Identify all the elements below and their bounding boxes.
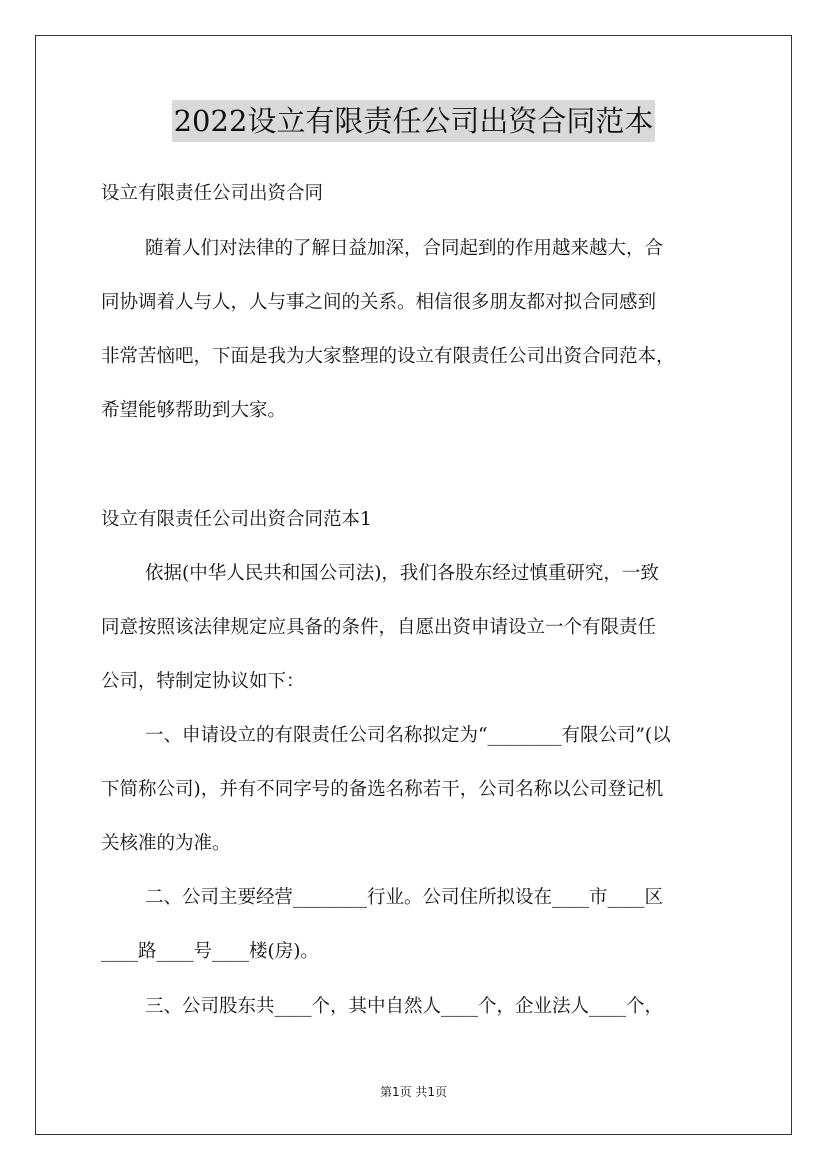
intro-line-2: 同协调着人与人，人与事之间的关系。相信很多朋友都对拟合同感到: [101, 292, 657, 313]
body-line-7: 二、公司主要经营________行业。公司住所拟设在____市____区: [145, 887, 664, 908]
document-title: 2022设立有限责任公司出资合同范本: [172, 100, 656, 142]
body-line-3: 公司，特制定协议如下：: [101, 671, 305, 692]
intro-line-4: 希望能够帮助到大家。: [101, 400, 287, 421]
document-subtitle: 设立有限责任公司出资合同: [101, 183, 324, 204]
intro-line-1: 随着人们对法律的了解日益加深，合同起到的作用越来越大，合: [145, 238, 664, 259]
page-number: 第1页 共1页: [379, 1085, 448, 1099]
intro-line-3: 非常苦恼吧，下面是我为大家整理的设立有限责任公司出资合同范本，: [101, 346, 675, 367]
body-line-5: 下简称公司)，并有不同字号的备选名称若干，公司名称以公司登记机: [101, 779, 664, 800]
body-line-8: ____路____号____楼(房)。: [101, 941, 319, 962]
title-container: [0, 100, 827, 142]
body-line-9: 三、公司股东共____个，其中自然人____个，企业法人____个，: [145, 996, 664, 1017]
body-line-4: 一、申请设立的有限责任公司名称拟定为“________有限公司”(以: [145, 725, 671, 746]
body-line-2: 同意按照该法律规定应具备的条件，自愿出资申请设立一个有限责任: [101, 617, 657, 638]
body-line-1: 依据(中华人民共和国公司法)，我们各股东经过慎重研究，一致: [145, 563, 659, 584]
body-line-6: 关核准的为准。: [101, 833, 231, 854]
section-heading: 设立有限责任公司出资合同范本1: [101, 509, 372, 530]
